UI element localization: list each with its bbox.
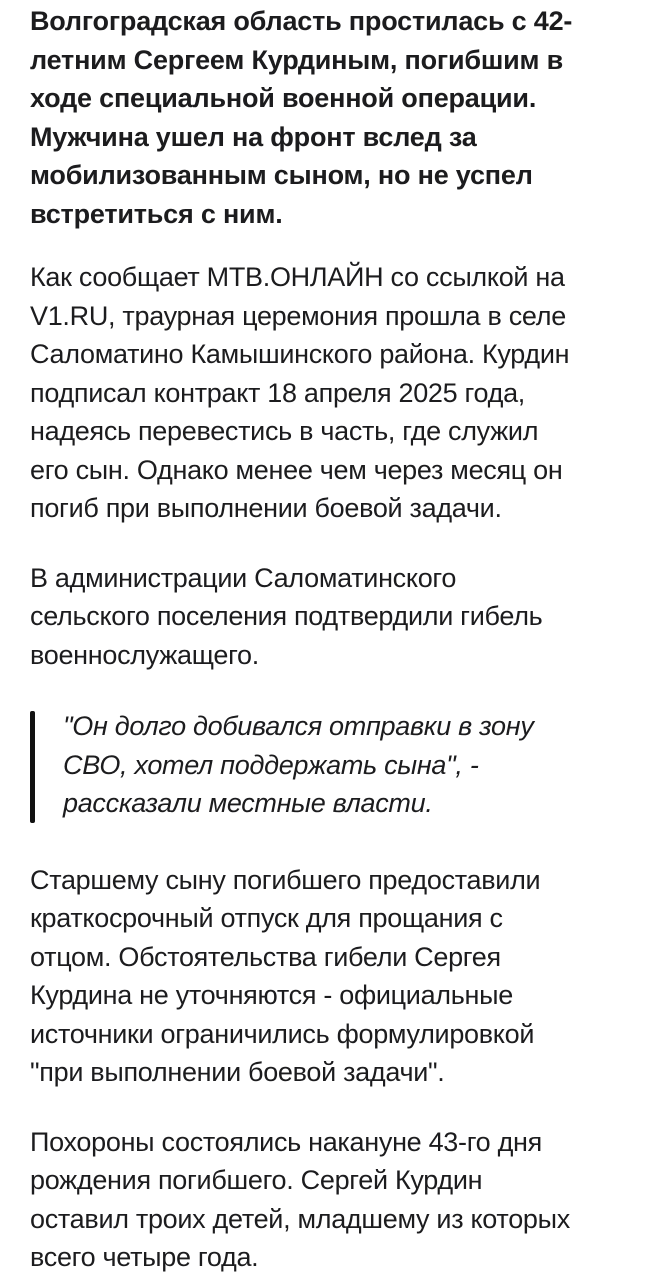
paragraph-line: В администрации Саломатинского [30,562,457,593]
paragraph-line: рождения погибшего. Сергей Курдин [30,1165,483,1195]
paragraph-line: Саломатино Камышинского района. Курдин [30,339,570,369]
paragraph-line: военнослужащего. [30,639,259,670]
lead-line: ходе специальной военной операции. [30,83,537,113]
paragraph-son-leave [30,861,630,1092]
paragraph-line: Как сообщает МТВ.ОНЛАЙН со ссылкой на [30,262,565,292]
lead-line: Мужчина ушел на фронт вслед за [30,121,477,152]
paragraph-line: "при выполнении боевой задачи". [30,1057,445,1087]
paragraph-line: надеясь перевестись в часть, где служил [30,416,539,446]
paragraph-line: Курдина не уточняются - официальные [30,980,513,1010]
paragraph-line: погиб при выполнении боевой задачи. [30,493,502,523]
article-body [30,0,630,1277]
paragraph-line: источники ограничились формулировкой [30,1018,535,1049]
paragraph-line: краткосрочный отпуск для прощания с [30,903,503,933]
blockquote [30,707,630,823]
paragraph-line: подписал контракт 18 апреля 2025 года, [30,377,525,408]
paragraph-line: сельского поселения подтвердили гибель [30,601,543,631]
article-lead [30,0,630,233]
lead-line: мобилизованным сыном, но не успел [30,160,533,190]
lead-line: летним Сергеем Курдиным, погибшим в [30,44,564,75]
lead-line: Волгоградская область простилась с 42- [30,6,573,36]
paragraph-line: Похороны состоялись накануне 43-го дня [30,1126,542,1157]
lead-line: встретиться с ним. [30,198,283,229]
quote-line: рассказали местные власти. [63,788,433,818]
quote-bar [30,711,35,823]
quote-line: "Он долго добивался отправки в зону [63,711,534,741]
paragraph-line: Старшему сыну погибшего предоставили [30,864,541,895]
paragraph-administration [30,559,630,675]
paragraph-funeral [30,1123,630,1277]
paragraph-line: всего четыре года. [30,1242,259,1272]
paragraph-source [30,258,630,528]
quote-line: СВО, хотел поддержать сына", - [63,749,479,780]
paragraph-line: оставил троих детей, младшему из которых [30,1203,570,1234]
paragraph-line: его сын. Однако менее чем через месяц он [30,454,563,485]
paragraph-line: V1.RU, траурная церемония прошла в селе [30,300,566,331]
paragraph-line: отцом. Обстоятельства гибели Сергея [30,941,501,972]
